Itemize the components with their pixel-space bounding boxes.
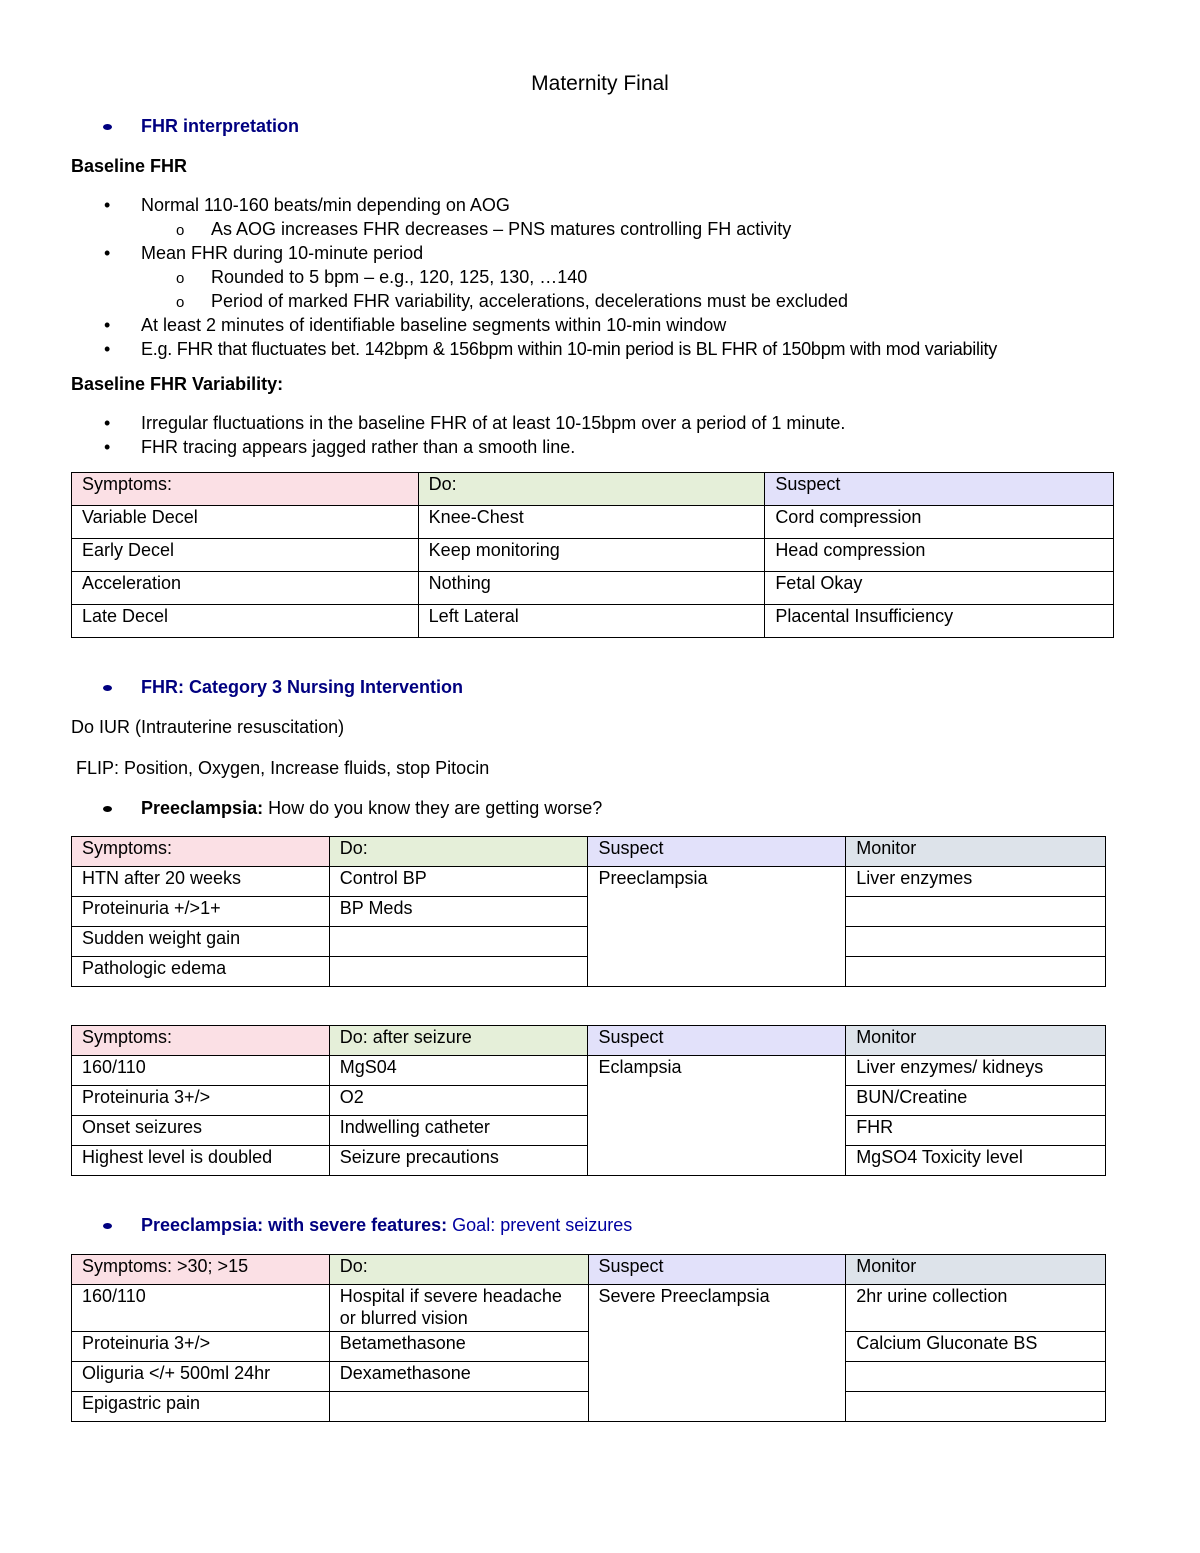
header-cell: Suspect [588,837,846,867]
list-item: • Irregular fluctuations in the baseline FHR of at least 10-15bpm over a period of 1 minute. [71,411,845,435]
table-cell: Variable Decel [72,506,419,539]
table-cell: Epigastric pain [72,1392,330,1422]
header-cell: Do: [329,1255,588,1285]
baseline-fhr-list [71,193,997,361]
table-row [72,572,1114,605]
table-row [72,506,1114,539]
table-cell [846,927,1106,957]
section-heading-fhr-interpretation: FHR interpretation [103,116,299,137]
subheading-baseline-fhr: Baseline FHR [71,156,188,176]
table-cell: Proteinuria +/>1+ [72,897,330,927]
table-header-row [72,837,1106,867]
variability-list [71,411,845,459]
list-item: • FHR tracing appears jagged rather than a smooth line. [71,435,845,459]
table-cell: Placental Insufficiency [765,605,1114,638]
table-cell: Control BP [329,867,588,897]
header-cell: Monitor [846,1255,1106,1285]
bullet-icon [103,1223,112,1229]
table-cell: MgS04 [329,1056,588,1086]
table-cell: Hospital if severe headache or blurred vision [329,1285,588,1332]
section-heading-category-3: FHR: Category 3 Nursing Intervention [103,677,463,698]
table-cell: Acceleration [72,572,419,605]
section-heading-severe-preeclampsia: Preeclampsia: with severe features: Goal: prevent seizures [103,1215,632,1236]
table-cell: Sudden weight gain [72,927,330,957]
table-cell: Highest level is doubled [72,1146,330,1176]
table-cell [846,1392,1106,1422]
subheading-baseline-variability: Baseline FHR Variability: [71,374,284,394]
header-cell: Monitor [846,837,1106,867]
table-cell: Proteinuria 3+/> [72,1332,330,1362]
header-cell: Symptoms: >30; >15 [72,1255,330,1285]
table-cell [846,1362,1106,1392]
eclampsia-table [71,1025,1106,1176]
table-cell [329,1392,588,1422]
list-item: • At least 2 minutes of identifiable baseline segments within 10-min window [71,313,997,337]
preeclampsia-table [71,836,1106,987]
bullet-icon [103,685,112,691]
header-cell: Do: [329,837,588,867]
header-cell: Symptoms: [72,837,330,867]
header-cell: Do: [418,473,765,506]
list-item: • Mean FHR during 10-minute period [71,241,997,265]
table-cell: Betamethasone [329,1332,588,1362]
header-cell: Suspect [588,1255,846,1285]
table-cell-suspect: Preeclampsia [588,867,846,987]
table-cell: 160/110 [72,1285,330,1332]
table-cell: Cord compression [765,506,1114,539]
table-cell: BUN/Creatine [846,1086,1106,1116]
table-cell: FHR [846,1116,1106,1146]
table-cell [846,897,1106,927]
table-cell: Late Decel [72,605,419,638]
table-cell [846,957,1106,987]
table-cell: Onset seizures [72,1116,330,1146]
table-cell [329,927,588,957]
table-row [72,867,1106,897]
table-cell: Knee-Chest [418,506,765,539]
table-header-row [72,1255,1106,1285]
table-cell: Liver enzymes/ kidneys [846,1056,1106,1086]
list-item: o As AOG increases FHR decreases – PNS matures controlling FH activity [71,217,997,241]
table-header-row [72,473,1114,506]
section-heading-preeclampsia: Preeclampsia: How do you know they are getting worse? [103,798,602,819]
table-cell-suspect: Severe Preeclampsia [588,1285,846,1422]
header-cell: Symptoms: [72,1026,330,1056]
list-item: • E.g. FHR that fluctuates bet. 142bpm & 156bpm within 10-min period is BL FHR of 150bpm with mod variability [71,337,997,361]
table-cell: MgSO4 Toxicity level [846,1146,1106,1176]
page-title: Maternity Final [531,72,669,95]
table-cell: Left Lateral [418,605,765,638]
table-row [72,605,1114,638]
table-row [72,539,1114,572]
table-cell: Liver enzymes [846,867,1106,897]
table-cell: Calcium Gluconate BS [846,1332,1106,1362]
fhr-decel-table [71,472,1114,638]
bullet-icon [103,806,112,812]
header-cell: Symptoms: [72,473,419,506]
table-row [72,1056,1106,1086]
iur-paragraph: Do IUR (Intrauterine resuscitation) [71,717,345,737]
header-cell: Do: after seizure [329,1026,588,1056]
table-cell: Fetal Okay [765,572,1114,605]
table-cell [329,957,588,987]
table-cell: Nothing [418,572,765,605]
table-cell: Seizure precautions [329,1146,588,1176]
table-header-row [72,1026,1106,1056]
table-cell: Early Decel [72,539,419,572]
table-cell: Keep monitoring [418,539,765,572]
bullet-icon [103,124,112,130]
table-cell: 2hr urine collection [846,1285,1106,1332]
list-item: • Normal 110-160 beats/min depending on AOG [71,193,997,217]
header-cell: Suspect [588,1026,846,1056]
table-cell: Head compression [765,539,1114,572]
table-cell: Oliguria </+ 500ml 24hr [72,1362,330,1392]
table-cell: Dexamethasone [329,1362,588,1392]
list-item: o Period of marked FHR variability, accelerations, decelerations must be excluded [71,289,997,313]
table-cell: BP Meds [329,897,588,927]
header-cell: Monitor [846,1026,1106,1056]
table-cell: Proteinuria 3+/> [72,1086,330,1116]
severe-preeclampsia-table [71,1254,1106,1422]
table-cell: 160/110 [72,1056,330,1086]
header-cell: Suspect [765,473,1114,506]
table-cell: O2 [329,1086,588,1116]
flip-paragraph: FLIP: Position, Oxygen, Increase fluids, stop Pitocin [76,758,490,778]
table-cell: Pathologic edema [72,957,330,987]
table-cell: Indwelling catheter [329,1116,588,1146]
table-cell: HTN after 20 weeks [72,867,330,897]
list-item: o Rounded to 5 bpm – e.g., 120, 125, 130, …140 [71,265,997,289]
table-cell-suspect: Eclampsia [588,1056,846,1176]
table-row [72,1285,1106,1332]
